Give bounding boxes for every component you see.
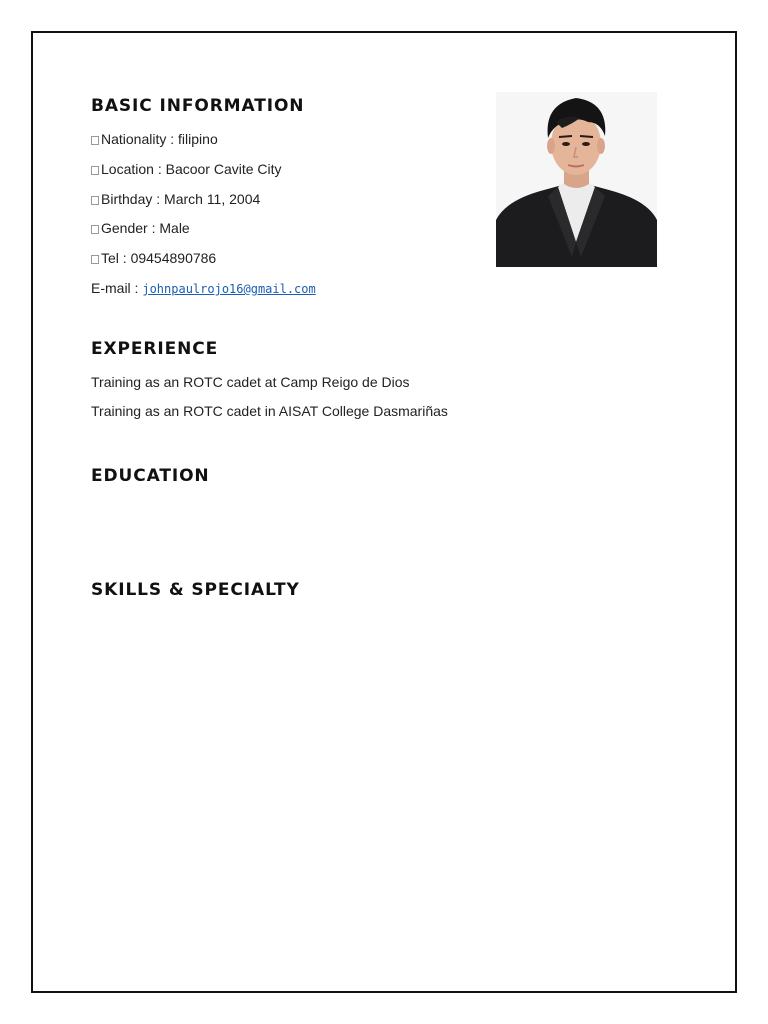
nationality-text: Nationality : filipino [101, 131, 218, 147]
gender-line [91, 220, 190, 236]
portrait-photo-icon [496, 92, 657, 267]
checkbox-glyph-icon [91, 136, 99, 145]
experience-heading: EXPERIENCE [91, 339, 219, 359]
education-heading: EDUCATION [91, 466, 210, 486]
email-link[interactable]: johnpaulrojo16@gmail.com [142, 282, 316, 296]
location-line [91, 161, 282, 177]
basic-information-heading: BASIC INFORMATION [91, 96, 305, 116]
email-label: E-mail : [91, 280, 143, 296]
nationality-line [91, 131, 218, 147]
checkbox-glyph-icon [91, 225, 99, 234]
experience-item-1: Training as an ROTC cadet at Camp Reigo de Dios [91, 374, 410, 390]
experience-item-2: Training as an ROTC cadet in AISAT College Dasmariñas [91, 403, 448, 419]
tel-text: Tel : 09454890786 [101, 250, 217, 266]
birthday-line [91, 191, 260, 207]
profile-photo [496, 92, 657, 267]
checkbox-glyph-icon [91, 196, 99, 205]
birthday-text: Birthday : March 11, 2004 [101, 191, 261, 207]
tel-line [91, 250, 216, 266]
gender-text: Gender : Male [101, 220, 190, 236]
skills-heading: SKILLS & SPECIALTY [91, 580, 300, 600]
email-line [91, 280, 316, 297]
location-text: Location : Bacoor Cavite City [101, 161, 282, 177]
checkbox-glyph-icon [91, 255, 99, 264]
checkbox-glyph-icon [91, 166, 99, 175]
